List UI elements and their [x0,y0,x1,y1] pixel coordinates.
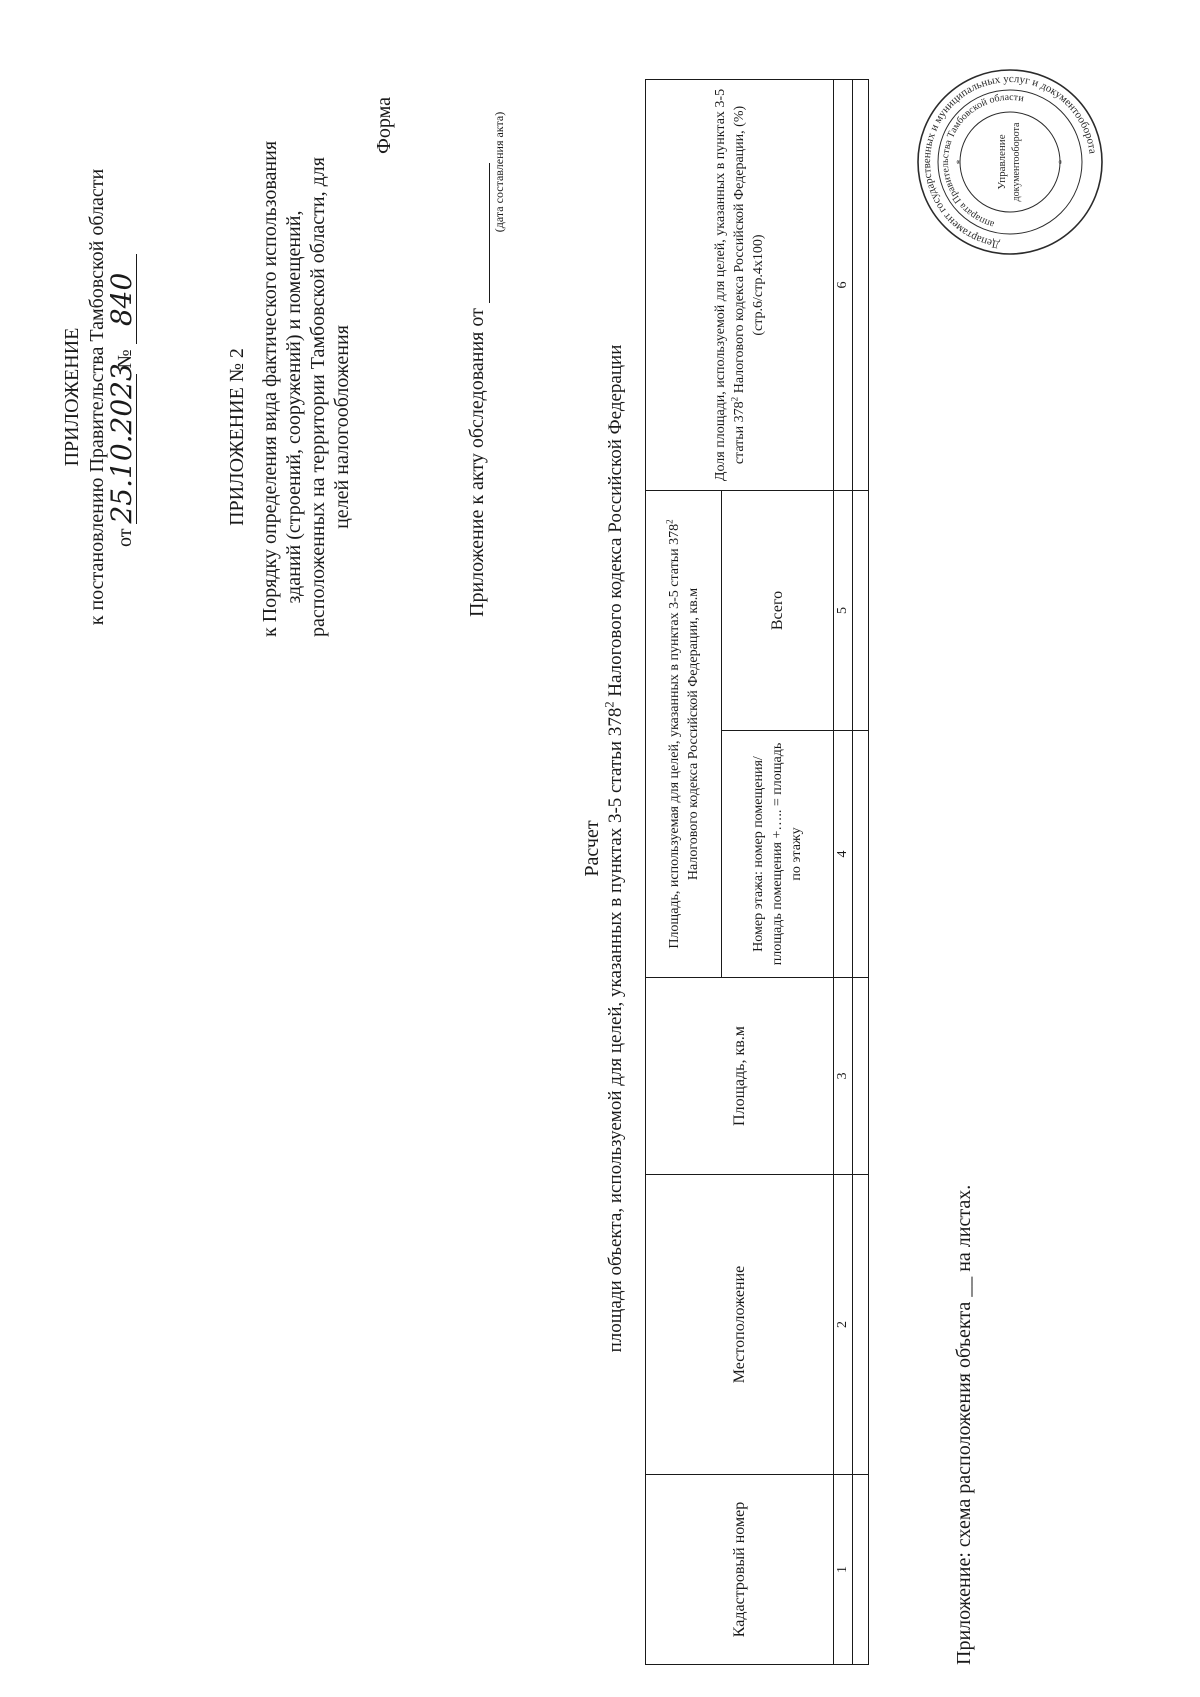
number-prefix: № [114,349,136,369]
col-number-1: 1 [834,1475,853,1665]
date-prefix: от [114,528,136,547]
table-cell [853,491,869,731]
calc-table [645,79,869,1665]
appendix2-line-3: расположенных на территории Тамбовской области, для [307,157,329,637]
number-handwritten: 840 [108,254,137,344]
table-row [853,80,869,1665]
appendix2-line-2: зданий (строений, сооружений) и помещений, [283,210,305,604]
table-cell [853,731,869,978]
calc-subtitle-a: площади объекта, используемой для целей, указанных в пунктах 3-5 статьи 378 [605,707,626,1353]
official-stamp [915,67,1105,257]
header-share-sup: 2 [729,396,740,402]
header-used-area [646,491,722,978]
col-number-3: 3 [834,978,853,1175]
date-handwritten: 25.10.2023 [105,363,138,524]
stamp-star-bottom: * [1057,159,1067,165]
calc-subtitle-sup: 2 [602,701,617,708]
header-share-a: Доля площади, используемой для целей, указанных в пунктах 3-5 статьи 378 [713,88,747,482]
table-number-row [834,80,853,1665]
act-line [465,97,490,617]
header-location: Местоположение [646,1175,834,1475]
stamp-center-1: Управление [996,134,1008,190]
stamp-outer-text: Департамент государственных и муниципальных услуг и документооборота [920,72,1099,251]
table-header-row-1 [646,80,722,1665]
header-share [646,80,834,491]
header-total: Всего [722,491,834,731]
form-label: Форма [373,97,395,154]
col-number-6: 6 [834,80,853,491]
header-floor-rooms: Номер этажа: номер помещения/площадь помещения +….. = площадь по этажу [722,731,834,978]
header-share-b: Налогового кодекса Российской Федерации, (%) (стр.6/стр.4х100) [732,105,766,397]
stamp-center-2: документооборота [1011,122,1022,202]
act-caption: (дата составления акта) [492,111,506,233]
appendix2-line-1: к Порядку определения вида фактического использования [259,140,281,637]
footer-note: Приложение: схема расположения объекта __ на листах. [953,1184,975,1665]
appendix-line: к постановлению Правительства Тамбовской области [86,168,108,626]
header-used-area-b: Налогового кодекса Российской Федерации, кв.м [685,587,701,881]
calc-subtitle [604,0,627,1697]
table-cell [853,1175,869,1475]
table-cell [853,80,869,491]
header-used-area-a: Площадь, используемая для целей, указанных в пунктах 3-5 статьи 378 [666,523,682,949]
act-text: Приложение к акту обследования от [466,308,488,617]
col-number-4: 4 [834,731,853,978]
header-used-area-sup: 2 [663,519,674,524]
table-cell [853,978,869,1175]
appendix-title: ПРИЛОЖЕНИЕ [61,327,83,467]
col-number-2: 2 [834,1175,853,1475]
appendix2-text [258,77,354,637]
stamp-inner-text: аппарата Правительства Тамбовской области [939,91,1025,230]
appendix2-line-4: целей налогообложения [331,325,353,529]
header-cadastral-number: Кадастровый номер [646,1475,834,1665]
appendix2-title: ПРИЛОЖЕНИЕ № 2 [226,348,248,526]
act-date-blank [465,163,490,303]
calc-title: Расчет [581,820,603,877]
stamp-star-top: * [955,159,965,165]
col-number-5: 5 [834,491,853,731]
table-cell [853,1475,869,1665]
header-area: Площадь, кв.м [646,978,834,1175]
appendix-date-row [105,97,138,547]
calc-subtitle-b: Налогового кодекса Российской Федерации [605,344,626,702]
